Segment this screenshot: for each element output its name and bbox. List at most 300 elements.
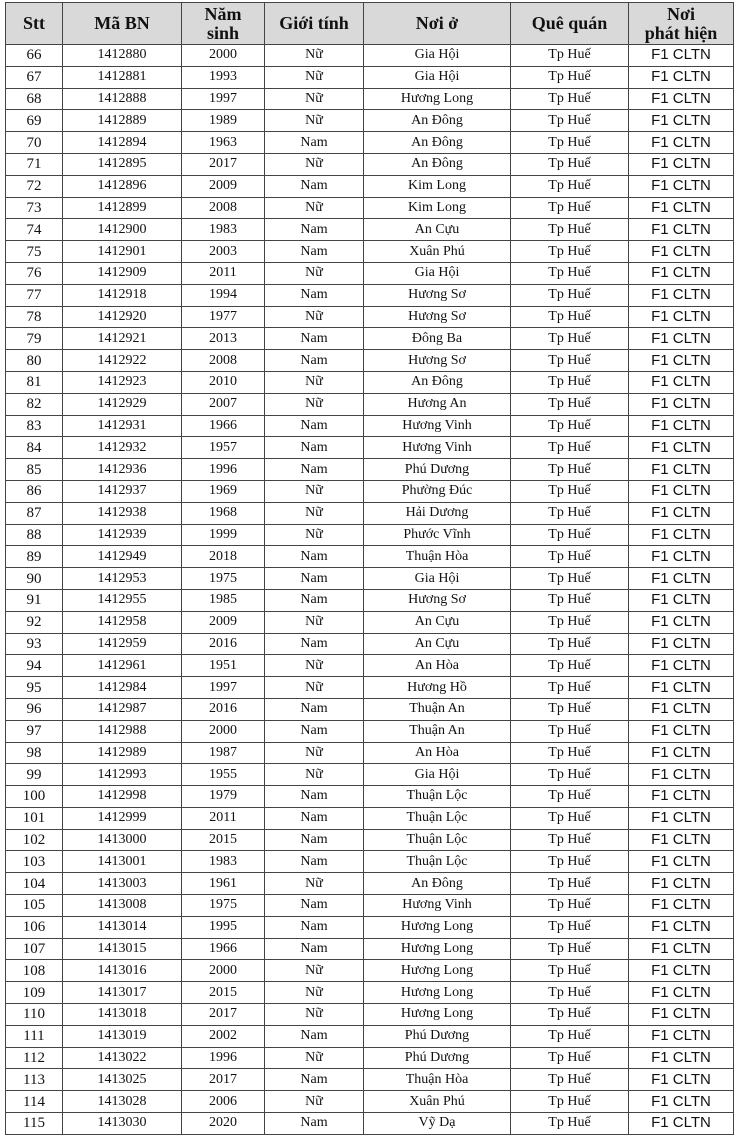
cell-gioi-tinh: Nam <box>265 546 364 568</box>
cell-nam-sinh: 2000 <box>182 720 265 742</box>
table-row <box>6 45 734 67</box>
cell-stt: 91 <box>6 589 63 611</box>
cell-ma-bn: 1412881 <box>63 66 182 88</box>
cell-noi-o: Hương Vinh <box>364 895 511 917</box>
cell-ma-bn: 1413016 <box>63 960 182 982</box>
cell-noi-o: Hương Long <box>364 938 511 960</box>
cell-noi-o: Kim Long <box>364 197 511 219</box>
cell-que-quan: Tp Huế <box>511 873 629 895</box>
cell-ma-bn: 1413028 <box>63 1091 182 1113</box>
cell-stt: 98 <box>6 742 63 764</box>
cell-noi-o: Thuận Hòa <box>364 546 511 568</box>
cell-nam-sinh: 2006 <box>182 1091 265 1113</box>
cell-ma-bn: 1413017 <box>63 982 182 1004</box>
cell-stt: 81 <box>6 371 63 393</box>
cell-ma-bn: 1412896 <box>63 175 182 197</box>
cell-gioi-tinh: Nữ <box>265 764 364 786</box>
cell-que-quan: Tp Huế <box>511 1047 629 1069</box>
cell-noi-o: An Cựu <box>364 611 511 633</box>
cell-nam-sinh: 2008 <box>182 350 265 372</box>
cell-stt: 68 <box>6 88 63 110</box>
table-row <box>6 306 734 328</box>
cell-noi-o: Gia Hội <box>364 262 511 284</box>
cell-ma-bn: 1413015 <box>63 938 182 960</box>
cell-noi-o: Gia Hội <box>364 66 511 88</box>
cell-noi-phat-hien: F1 CLTN <box>629 350 734 372</box>
header-noi-o-label: Nơi ở <box>415 13 459 33</box>
cell-noi-phat-hien: F1 CLTN <box>629 132 734 154</box>
cell-ma-bn: 1413025 <box>63 1069 182 1091</box>
cell-noi-o: An Hòa <box>364 742 511 764</box>
cell-gioi-tinh: Nam <box>265 851 364 873</box>
cell-noi-o: Phú Dương <box>364 1047 511 1069</box>
cell-ma-bn: 1412931 <box>63 415 182 437</box>
cell-gioi-tinh: Nữ <box>265 611 364 633</box>
cell-que-quan: Tp Huế <box>511 415 629 437</box>
cell-gioi-tinh: Nam <box>265 568 364 590</box>
cell-stt: 69 <box>6 110 63 132</box>
cell-stt: 93 <box>6 633 63 655</box>
cell-noi-phat-hien: F1 CLTN <box>629 306 734 328</box>
cell-stt: 66 <box>6 45 63 67</box>
cell-stt: 102 <box>6 829 63 851</box>
cell-que-quan: Tp Huế <box>511 807 629 829</box>
cell-noi-phat-hien: F1 CLTN <box>629 88 734 110</box>
cell-noi-o: Hương Long <box>364 1004 511 1026</box>
cell-gioi-tinh: Nam <box>265 1025 364 1047</box>
cell-nam-sinh: 1983 <box>182 851 265 873</box>
cell-que-quan: Tp Huế <box>511 1004 629 1026</box>
cell-stt: 79 <box>6 328 63 350</box>
table-row <box>6 153 734 175</box>
cell-gioi-tinh: Nữ <box>265 655 364 677</box>
cell-noi-phat-hien: F1 CLTN <box>629 938 734 960</box>
cell-stt: 96 <box>6 698 63 720</box>
cell-gioi-tinh: Nam <box>265 589 364 611</box>
cell-noi-phat-hien: F1 CLTN <box>629 393 734 415</box>
cell-ma-bn: 1412900 <box>63 219 182 241</box>
cell-nam-sinh: 1987 <box>182 742 265 764</box>
cell-ma-bn: 1413008 <box>63 895 182 917</box>
cell-nam-sinh: 1975 <box>182 895 265 917</box>
table-row <box>6 350 734 372</box>
cell-nam-sinh: 2000 <box>182 960 265 982</box>
cell-nam-sinh: 2002 <box>182 1025 265 1047</box>
cell-ma-bn: 1412938 <box>63 502 182 524</box>
cell-noi-phat-hien: F1 CLTN <box>629 829 734 851</box>
cell-ma-bn: 1412889 <box>63 110 182 132</box>
cell-ma-bn: 1412921 <box>63 328 182 350</box>
table-row <box>6 568 734 590</box>
cell-gioi-tinh: Nam <box>265 807 364 829</box>
table-row <box>6 197 734 219</box>
cell-que-quan: Tp Huế <box>511 1113 629 1135</box>
cell-nam-sinh: 2017 <box>182 1004 265 1026</box>
cell-nam-sinh: 1961 <box>182 873 265 895</box>
cell-gioi-tinh: Nữ <box>265 153 364 175</box>
cell-nam-sinh: 1966 <box>182 938 265 960</box>
cell-gioi-tinh: Nữ <box>265 262 364 284</box>
cell-que-quan: Tp Huế <box>511 284 629 306</box>
cell-nam-sinh: 2009 <box>182 175 265 197</box>
cell-noi-o: Thuận Hòa <box>364 1069 511 1091</box>
table-row <box>6 938 734 960</box>
cell-stt: 108 <box>6 960 63 982</box>
cell-stt: 107 <box>6 938 63 960</box>
cell-que-quan: Tp Huế <box>511 45 629 67</box>
cell-nam-sinh: 2017 <box>182 1069 265 1091</box>
cell-ma-bn: 1412929 <box>63 393 182 415</box>
cell-stt: 71 <box>6 153 63 175</box>
cell-que-quan: Tp Huế <box>511 524 629 546</box>
cell-ma-bn: 1413001 <box>63 851 182 873</box>
cell-ma-bn: 1413018 <box>63 1004 182 1026</box>
table-row <box>6 1091 734 1113</box>
cell-que-quan: Tp Huế <box>511 611 629 633</box>
cell-stt: 87 <box>6 502 63 524</box>
cell-gioi-tinh: Nam <box>265 241 364 263</box>
cell-ma-bn: 1412895 <box>63 153 182 175</box>
cell-gioi-tinh: Nam <box>265 633 364 655</box>
table-row <box>6 720 734 742</box>
table-row <box>6 873 734 895</box>
cell-ma-bn: 1413019 <box>63 1025 182 1047</box>
cell-noi-o: Hương Vinh <box>364 415 511 437</box>
cell-ma-bn: 1412936 <box>63 459 182 481</box>
cell-noi-o: Hương An <box>364 393 511 415</box>
cell-que-quan: Tp Huế <box>511 633 629 655</box>
cell-noi-o: Hương Long <box>364 960 511 982</box>
cell-gioi-tinh: Nam <box>265 284 364 306</box>
cell-nam-sinh: 2003 <box>182 241 265 263</box>
table-row <box>6 110 734 132</box>
cell-gioi-tinh: Nữ <box>265 1047 364 1069</box>
cell-nam-sinh: 2007 <box>182 393 265 415</box>
header-ma-bn <box>63 3 182 45</box>
cell-que-quan: Tp Huế <box>511 851 629 873</box>
cell-gioi-tinh: Nữ <box>265 45 364 67</box>
cell-gioi-tinh: Nam <box>265 328 364 350</box>
cell-ma-bn: 1412958 <box>63 611 182 633</box>
cell-nam-sinh: 2018 <box>182 546 265 568</box>
cell-stt: 89 <box>6 546 63 568</box>
cell-noi-o: Gia Hội <box>364 764 511 786</box>
cell-noi-phat-hien: F1 CLTN <box>629 284 734 306</box>
cell-noi-phat-hien: F1 CLTN <box>629 916 734 938</box>
cell-que-quan: Tp Huế <box>511 895 629 917</box>
cell-stt: 76 <box>6 262 63 284</box>
cell-ma-bn: 1412993 <box>63 764 182 786</box>
cell-ma-bn: 1412923 <box>63 371 182 393</box>
cell-que-quan: Tp Huế <box>511 764 629 786</box>
cell-noi-o: Hương Long <box>364 916 511 938</box>
cell-stt: 100 <box>6 786 63 808</box>
table-row <box>6 677 734 699</box>
cell-noi-o: An Đông <box>364 153 511 175</box>
cell-noi-o: Thuận An <box>364 720 511 742</box>
cell-gioi-tinh: Nam <box>265 720 364 742</box>
cell-nam-sinh: 1989 <box>182 110 265 132</box>
table-row <box>6 633 734 655</box>
cell-que-quan: Tp Huế <box>511 655 629 677</box>
cell-stt: 115 <box>6 1113 63 1135</box>
cell-nam-sinh: 2016 <box>182 633 265 655</box>
cell-gioi-tinh: Nữ <box>265 677 364 699</box>
cell-ma-bn: 1413022 <box>63 1047 182 1069</box>
cell-noi-o: Gia Hội <box>364 568 511 590</box>
cell-gioi-tinh: Nam <box>265 698 364 720</box>
cell-stt: 99 <box>6 764 63 786</box>
cell-gioi-tinh: Nữ <box>265 480 364 502</box>
cell-que-quan: Tp Huế <box>511 916 629 938</box>
cell-noi-o: Hương Vinh <box>364 437 511 459</box>
cell-que-quan: Tp Huế <box>511 1091 629 1113</box>
header-gioi-tinh <box>265 3 364 45</box>
table-row <box>6 611 734 633</box>
cell-nam-sinh: 2008 <box>182 197 265 219</box>
table-row <box>6 982 734 1004</box>
header-noi-phat-hien <box>629 3 734 45</box>
cell-ma-bn: 1413003 <box>63 873 182 895</box>
cell-noi-phat-hien: F1 CLTN <box>629 437 734 459</box>
cell-noi-phat-hien: F1 CLTN <box>629 459 734 481</box>
cell-ma-bn: 1412939 <box>63 524 182 546</box>
cell-noi-o: Vỹ Dạ <box>364 1113 511 1135</box>
table-row <box>6 480 734 502</box>
table-row <box>6 698 734 720</box>
cell-noi-o: An Đông <box>364 110 511 132</box>
cell-noi-o: An Cựu <box>364 633 511 655</box>
table-row <box>6 371 734 393</box>
cell-stt: 112 <box>6 1047 63 1069</box>
cell-que-quan: Tp Huế <box>511 197 629 219</box>
cell-ma-bn: 1413030 <box>63 1113 182 1135</box>
header-nam-sinh <box>182 3 265 45</box>
cell-ma-bn: 1412901 <box>63 241 182 263</box>
cell-noi-o: An Hòa <box>364 655 511 677</box>
cell-noi-o: Thuận Lộc <box>364 851 511 873</box>
cell-stt: 72 <box>6 175 63 197</box>
cell-noi-o: Phường Đúc <box>364 480 511 502</box>
cell-gioi-tinh: Nữ <box>265 502 364 524</box>
cell-que-quan: Tp Huế <box>511 306 629 328</box>
cell-noi-phat-hien: F1 CLTN <box>629 764 734 786</box>
cell-noi-o: Thuận An <box>364 698 511 720</box>
cell-gioi-tinh: Nữ <box>265 66 364 88</box>
cell-noi-o: Hương Sơ <box>364 306 511 328</box>
cell-noi-o: Thuận Lộc <box>364 807 511 829</box>
cell-que-quan: Tp Huế <box>511 153 629 175</box>
cell-gioi-tinh: Nữ <box>265 306 364 328</box>
table-row <box>6 284 734 306</box>
cell-noi-phat-hien: F1 CLTN <box>629 611 734 633</box>
cell-stt: 106 <box>6 916 63 938</box>
cell-noi-phat-hien: F1 CLTN <box>629 1047 734 1069</box>
cell-que-quan: Tp Huế <box>511 393 629 415</box>
cell-stt: 92 <box>6 611 63 633</box>
cell-noi-phat-hien: F1 CLTN <box>629 502 734 524</box>
cell-gioi-tinh: Nam <box>265 219 364 241</box>
cell-gioi-tinh: Nam <box>265 916 364 938</box>
cell-stt: 77 <box>6 284 63 306</box>
cell-noi-o: An Đông <box>364 132 511 154</box>
cell-que-quan: Tp Huế <box>511 720 629 742</box>
cell-ma-bn: 1412888 <box>63 88 182 110</box>
cell-noi-phat-hien: F1 CLTN <box>629 1091 734 1113</box>
cell-ma-bn: 1412920 <box>63 306 182 328</box>
cell-nam-sinh: 1957 <box>182 437 265 459</box>
header-noi-phat-hien-line1: Nơi <box>667 3 695 24</box>
cell-noi-phat-hien: F1 CLTN <box>629 807 734 829</box>
cell-noi-phat-hien: F1 CLTN <box>629 742 734 764</box>
cell-que-quan: Tp Huế <box>511 502 629 524</box>
cell-noi-phat-hien: F1 CLTN <box>629 66 734 88</box>
table-row <box>6 742 734 764</box>
cell-noi-o: An Đông <box>364 371 511 393</box>
header-stt <box>6 3 63 45</box>
cell-nam-sinh: 2015 <box>182 829 265 851</box>
cell-noi-phat-hien: F1 CLTN <box>629 197 734 219</box>
cell-ma-bn: 1412922 <box>63 350 182 372</box>
cell-stt: 97 <box>6 720 63 742</box>
cell-noi-phat-hien: F1 CLTN <box>629 219 734 241</box>
cell-ma-bn: 1412955 <box>63 589 182 611</box>
cell-gioi-tinh: Nam <box>265 459 364 481</box>
cell-noi-phat-hien: F1 CLTN <box>629 371 734 393</box>
cell-ma-bn: 1412987 <box>63 698 182 720</box>
cell-ma-bn: 1412988 <box>63 720 182 742</box>
table-row <box>6 524 734 546</box>
cell-stt: 85 <box>6 459 63 481</box>
cell-gioi-tinh: Nam <box>265 829 364 851</box>
cell-nam-sinh: 1996 <box>182 1047 265 1069</box>
header-que-quan <box>511 3 629 45</box>
cell-gioi-tinh: Nam <box>265 895 364 917</box>
cell-ma-bn: 1412999 <box>63 807 182 829</box>
header-gioi-tinh-label: Giới tính <box>279 13 349 33</box>
cell-que-quan: Tp Huế <box>511 132 629 154</box>
table-row <box>6 66 734 88</box>
cell-nam-sinh: 2015 <box>182 982 265 1004</box>
cell-que-quan: Tp Huế <box>511 262 629 284</box>
cell-nam-sinh: 1975 <box>182 568 265 590</box>
cell-ma-bn: 1412984 <box>63 677 182 699</box>
cell-noi-o: Thuận Lộc <box>364 829 511 851</box>
cell-stt: 82 <box>6 393 63 415</box>
cell-noi-phat-hien: F1 CLTN <box>629 480 734 502</box>
cell-que-quan: Tp Huế <box>511 1025 629 1047</box>
table-row <box>6 262 734 284</box>
cell-noi-o: Xuân Phú <box>364 1091 511 1113</box>
table-row <box>6 1047 734 1069</box>
cell-que-quan: Tp Huế <box>511 459 629 481</box>
table-row <box>6 589 734 611</box>
cell-noi-phat-hien: F1 CLTN <box>629 568 734 590</box>
cell-noi-phat-hien: F1 CLTN <box>629 175 734 197</box>
cell-stt: 67 <box>6 66 63 88</box>
cell-nam-sinh: 1996 <box>182 459 265 481</box>
cell-noi-o: Phước Vĩnh <box>364 524 511 546</box>
cell-nam-sinh: 1979 <box>182 786 265 808</box>
cell-nam-sinh: 2016 <box>182 698 265 720</box>
cell-noi-o: Hương Sơ <box>364 284 511 306</box>
cell-gioi-tinh: Nam <box>265 415 364 437</box>
cell-gioi-tinh: Nam <box>265 1069 364 1091</box>
cell-nam-sinh: 2011 <box>182 262 265 284</box>
table-row <box>6 415 734 437</box>
cell-nam-sinh: 2000 <box>182 45 265 67</box>
cell-noi-o: Hải Dương <box>364 502 511 524</box>
cell-noi-phat-hien: F1 CLTN <box>629 960 734 982</box>
patient-table <box>5 2 734 1135</box>
header-noi-phat-hien-line2: phát hiện <box>644 22 718 43</box>
header-stt-label: Stt <box>23 13 45 33</box>
cell-stt: 74 <box>6 219 63 241</box>
cell-noi-o: Kim Long <box>364 175 511 197</box>
cell-gioi-tinh: Nam <box>265 175 364 197</box>
cell-que-quan: Tp Huế <box>511 698 629 720</box>
table-row <box>6 895 734 917</box>
cell-noi-phat-hien: F1 CLTN <box>629 677 734 699</box>
cell-nam-sinh: 2011 <box>182 807 265 829</box>
table-row <box>6 829 734 851</box>
cell-nam-sinh: 1969 <box>182 480 265 502</box>
cell-stt: 84 <box>6 437 63 459</box>
cell-noi-o: Đông Ba <box>364 328 511 350</box>
cell-noi-o: Thuận Lộc <box>364 786 511 808</box>
cell-stt: 83 <box>6 415 63 437</box>
cell-noi-phat-hien: F1 CLTN <box>629 1069 734 1091</box>
cell-que-quan: Tp Huế <box>511 66 629 88</box>
table-row <box>6 960 734 982</box>
table-row <box>6 393 734 415</box>
cell-que-quan: Tp Huế <box>511 241 629 263</box>
cell-gioi-tinh: Nam <box>265 437 364 459</box>
cell-gioi-tinh: Nam <box>265 350 364 372</box>
cell-stt: 104 <box>6 873 63 895</box>
cell-nam-sinh: 1997 <box>182 677 265 699</box>
table-row <box>6 241 734 263</box>
cell-nam-sinh: 1983 <box>182 219 265 241</box>
cell-que-quan: Tp Huế <box>511 88 629 110</box>
cell-noi-phat-hien: F1 CLTN <box>629 241 734 263</box>
cell-ma-bn: 1412932 <box>63 437 182 459</box>
cell-que-quan: Tp Huế <box>511 829 629 851</box>
cell-stt: 103 <box>6 851 63 873</box>
cell-noi-phat-hien: F1 CLTN <box>629 698 734 720</box>
header-noi-o <box>364 3 511 45</box>
table-row <box>6 764 734 786</box>
table-row <box>6 807 734 829</box>
cell-stt: 73 <box>6 197 63 219</box>
cell-noi-phat-hien: F1 CLTN <box>629 633 734 655</box>
cell-que-quan: Tp Huế <box>511 982 629 1004</box>
cell-ma-bn: 1412894 <box>63 132 182 154</box>
cell-noi-phat-hien: F1 CLTN <box>629 873 734 895</box>
table-body <box>6 45 734 1135</box>
cell-noi-o: Hương Long <box>364 88 511 110</box>
cell-que-quan: Tp Huế <box>511 328 629 350</box>
cell-gioi-tinh: Nữ <box>265 742 364 764</box>
cell-nam-sinh: 1997 <box>182 88 265 110</box>
cell-gioi-tinh: Nam <box>265 132 364 154</box>
cell-gioi-tinh: Nữ <box>265 1091 364 1113</box>
cell-noi-phat-hien: F1 CLTN <box>629 1113 734 1135</box>
table-row <box>6 1025 734 1047</box>
cell-stt: 113 <box>6 1069 63 1091</box>
cell-noi-phat-hien: F1 CLTN <box>629 1025 734 1047</box>
cell-noi-o: Hương Sơ <box>364 589 511 611</box>
